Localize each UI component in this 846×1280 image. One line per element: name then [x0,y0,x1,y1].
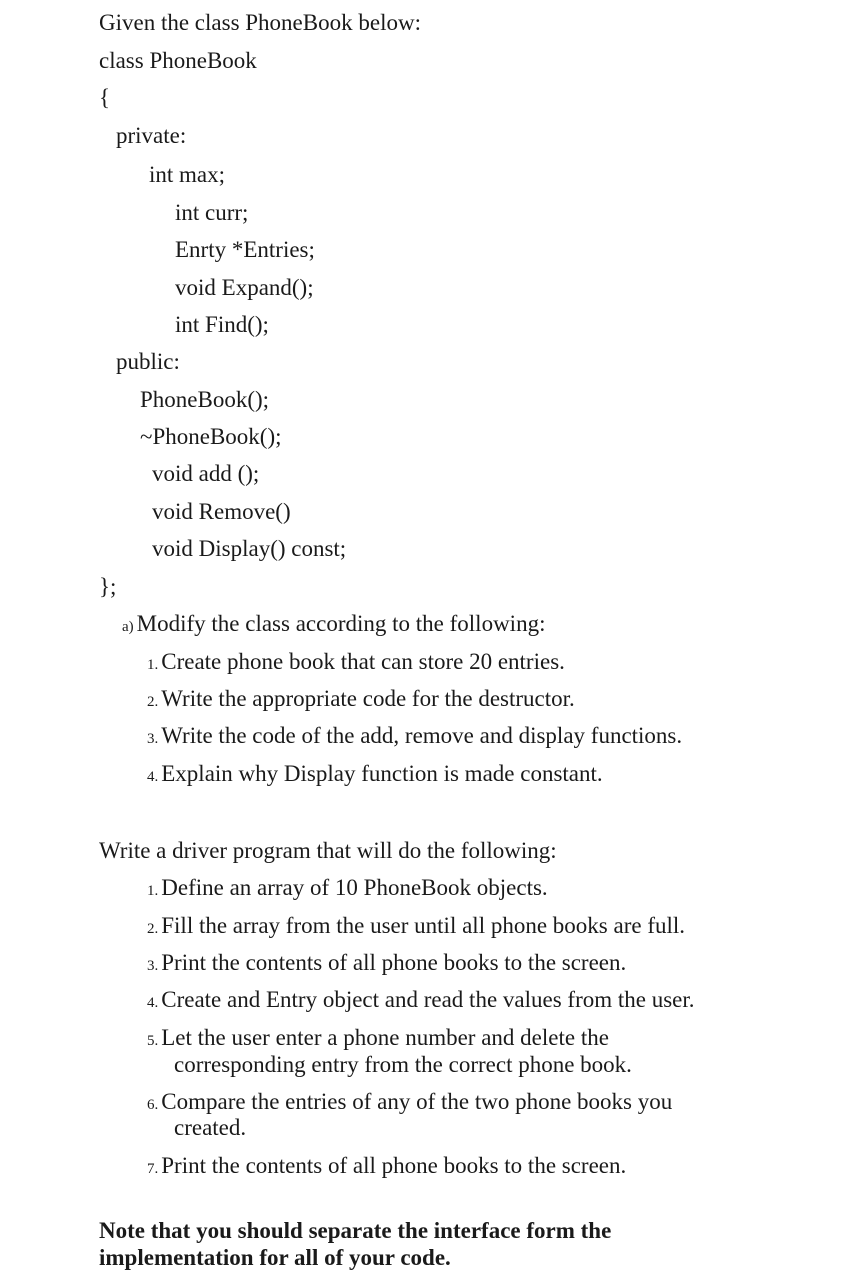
part-a-marker: a) [122,619,134,635]
list-item-continuation: corresponding entry from the correct phone book. [174,1052,632,1077]
public-member: PhoneBook(); [140,387,270,412]
public-member: void Remove() [152,499,291,524]
list-item [147,724,682,747]
list-item [147,1026,609,1049]
list-item [147,1090,672,1113]
list-item-number: 6. [147,1097,159,1113]
list-item-text: Write the appropriate code for the destructor. [161,686,575,711]
driver-title: Write a driver program that will do the following: [99,838,557,863]
list-item [147,1154,626,1177]
list-item [147,914,685,937]
note-line: implementation for all of your code. [99,1245,451,1270]
part-a-title: Modify the class according to the following: [136,611,546,636]
private-member: Enrty *Entries; [175,237,315,262]
list-item [147,762,603,785]
list-item [147,876,548,899]
public-label: public: [116,349,180,374]
list-item [147,650,565,673]
list-item-number: 2. [147,921,159,937]
public-member: ~PhoneBook(); [140,424,282,449]
private-member: int Find(); [175,312,269,337]
list-item-number: 5. [147,1033,159,1049]
list-item-text: Define an array of 10 PhoneBook objects. [161,875,548,900]
public-member: void Display() const; [152,536,347,561]
list-item [147,988,695,1011]
list-item-text: Create and Entry object and read the values from the user. [161,987,695,1012]
list-item-number: 4. [147,995,159,1011]
list-item-number: 3. [147,958,159,974]
list-item-number: 7. [147,1161,159,1177]
list-item-number: 1. [147,883,159,899]
open-brace: { [99,85,111,110]
list-item-number: 1. [147,657,159,673]
close-brace: }; [99,574,117,599]
list-item-text: Compare the entries of any of the two phone books you [161,1089,673,1114]
list-item-text: Fill the array from the user until all phone books are full. [161,913,686,938]
list-item-text: Print the contents of all phone books to the screen. [161,1153,627,1178]
list-item-text: Explain why Display function is made constant. [161,761,603,786]
note-line: Note that you should separate the interface form the [99,1218,612,1243]
private-member: int max; [149,162,226,187]
intro-text: Given the class PhoneBook below: [99,10,421,35]
public-member: void add (); [152,461,260,486]
list-item-text: Create phone book that can store 20 entries. [161,649,565,674]
private-member: void Expand(); [175,275,314,300]
list-item-number: 2. [147,694,159,710]
list-item-text: Write the code of the add, remove and display functions. [161,723,683,748]
part-a-heading [122,612,545,635]
list-item [147,951,626,974]
class-declaration: class PhoneBook [99,48,257,73]
list-item-text: Let the user enter a phone number and delete the [161,1025,609,1050]
list-item-number: 4. [147,769,159,785]
private-member: int curr; [175,200,249,225]
private-label: private: [116,123,187,148]
list-item-number: 3. [147,731,159,747]
list-item [147,687,575,710]
list-item-text: Print the contents of all phone books to the screen. [161,950,627,975]
list-item-continuation: created. [174,1115,247,1140]
